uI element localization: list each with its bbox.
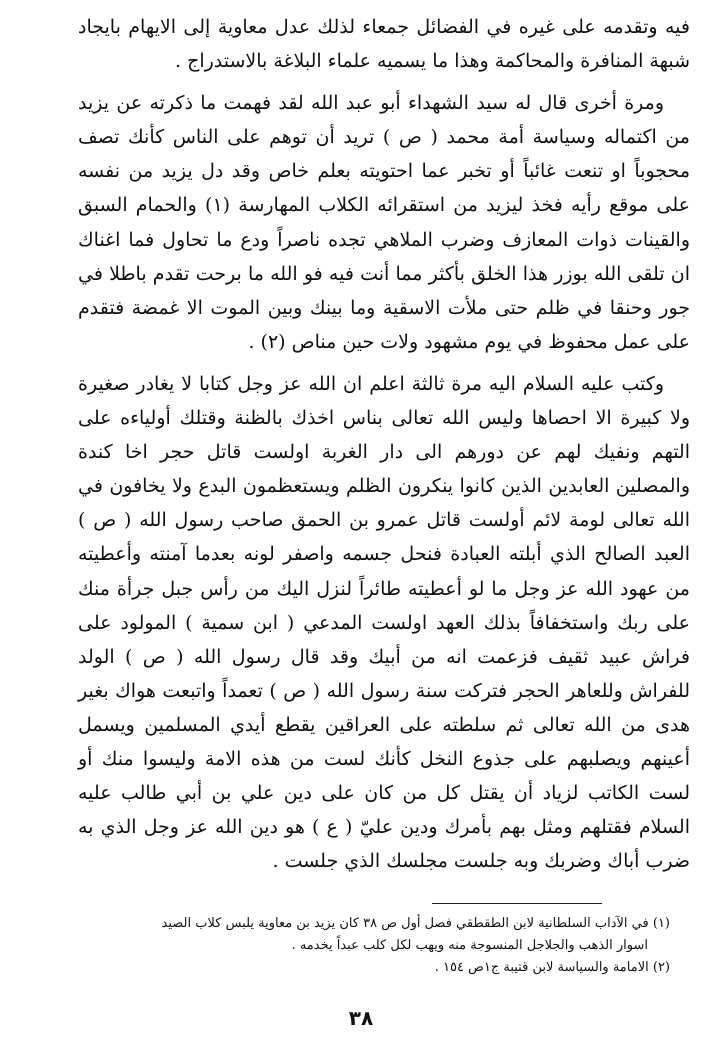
paragraph-third-letter: وكتب عليه السلام اليه مرة ثالثة اعلم ان الله عز وجل كتابا لا يغادر صغيرة ولا كبيرة الا احصاها وليس الله تعالى بناس اخذك بالظنة وقتلك أولياءه على التهم ونفيك لهم عن دورهم الى دار الغربة اولست قاتل حجر اخا كندة والمصلين العابدين الذين كانوا ينكرون الظلم ويستعظمون البدع ولا يخافون في الله تعالى لومة لائم أولست قاتل عمرو بن الحمق صاحب رسول الله ( ص ) العبد الصالح الذي أبلته العبادة فنحل جسمه واصفر لونه بعدما آمنته وأعطيته من عهود الله عز وجل ما لو أعطيته طائراً لنزل اليك من رأس جبل جرأة منك على ربك واستخفافاً بذلك العهد اولست المدعي ( ابن سمية ) المولود على فراش عبيد ثقيف فزعمت انه من أبيك وقد قال رسول الله ( ص ) الولد للفراش وللعاهر الحجر فتركت سنة رسول الله ( ص ) تعمداً واتبعت هواك بغير هدى من الله تعالى ثم سلطته على العراقين يقطع أيدي المسلمين ويسمل أعينهم ويصلبهم على جذوع النخل كأنك لست من هذه الامة وليسوا منك أو لست الكاتب لزياد أن يقتل كل من كان على دين علي بن أبي طالب عليه السلام فقتلهم ومثل بهم بأمرك ودين عليّ ( ع ) هو دين الله عز وجل الذي به ضرب أباك وضربك وبه جلست مجلسك الذي جلست . [78, 372, 690, 873]
page-number: ٣٨ [348, 1006, 374, 1030]
footnotes [98, 913, 670, 979]
footnote-1: (١) في الآداب السلطانية لابن الطقطقي فصل أول ص ٣٨ كان يزيد بن معاوية يلبس كلاب الصيد [161, 916, 670, 931]
body-text [78, 10, 690, 878]
footnote-1-continuation: اسوار الذهب والجلاجل المنسوجة منه ويهب لكل كلب عبداً يخدمه . [291, 938, 648, 953]
paragraph-continuation: فيه وتقدمه على غيره في الفضائل جمعاء لذلك عدل معاوية إلى الايهام بايجاد شبهة المنافرة والمحاكمة وهذا ما يسميه علماء البلاغة بالاستدراج . [78, 16, 690, 73]
paragraph-second-response: ومرة أخرى قال له سيد الشهداء أبو عبد الله لقد فهمت ما ذكرته عن يزيد من اكتماله وسياسة أمة محمد ( ص ) تريد أن توهم على الناس كأنك تصف محجوباً او تنعت غائباً أو تخبر عما احتويته بعلم خاص وقد دل يزيد من نفسه على موقع رأيه فخذ ليزيد من استقرائه الكلاب المهارسة (١) والحمام السبق والقينات ذوات المعازف وضرب الملاهي تجده ناصراً ودع ما تحاول فما اغناك ان تلقى الله بوزر هذا الخلق بأكثر مما أنت فيه فو الله ما برحت تقدم باطلا في جور وحنقا في ظلم حتى ملأت الاسقية وما بينك وبين الموت الا غمضة فتقدم على عمل محفوظ في يوم مشهود ولات حين مناص (٢) . [78, 92, 690, 353]
footnote-divider [432, 903, 602, 904]
footnote-2: (٢) الامامة والسياسة لابن قتيبة ج١ص ١٥٤ . [434, 960, 670, 975]
